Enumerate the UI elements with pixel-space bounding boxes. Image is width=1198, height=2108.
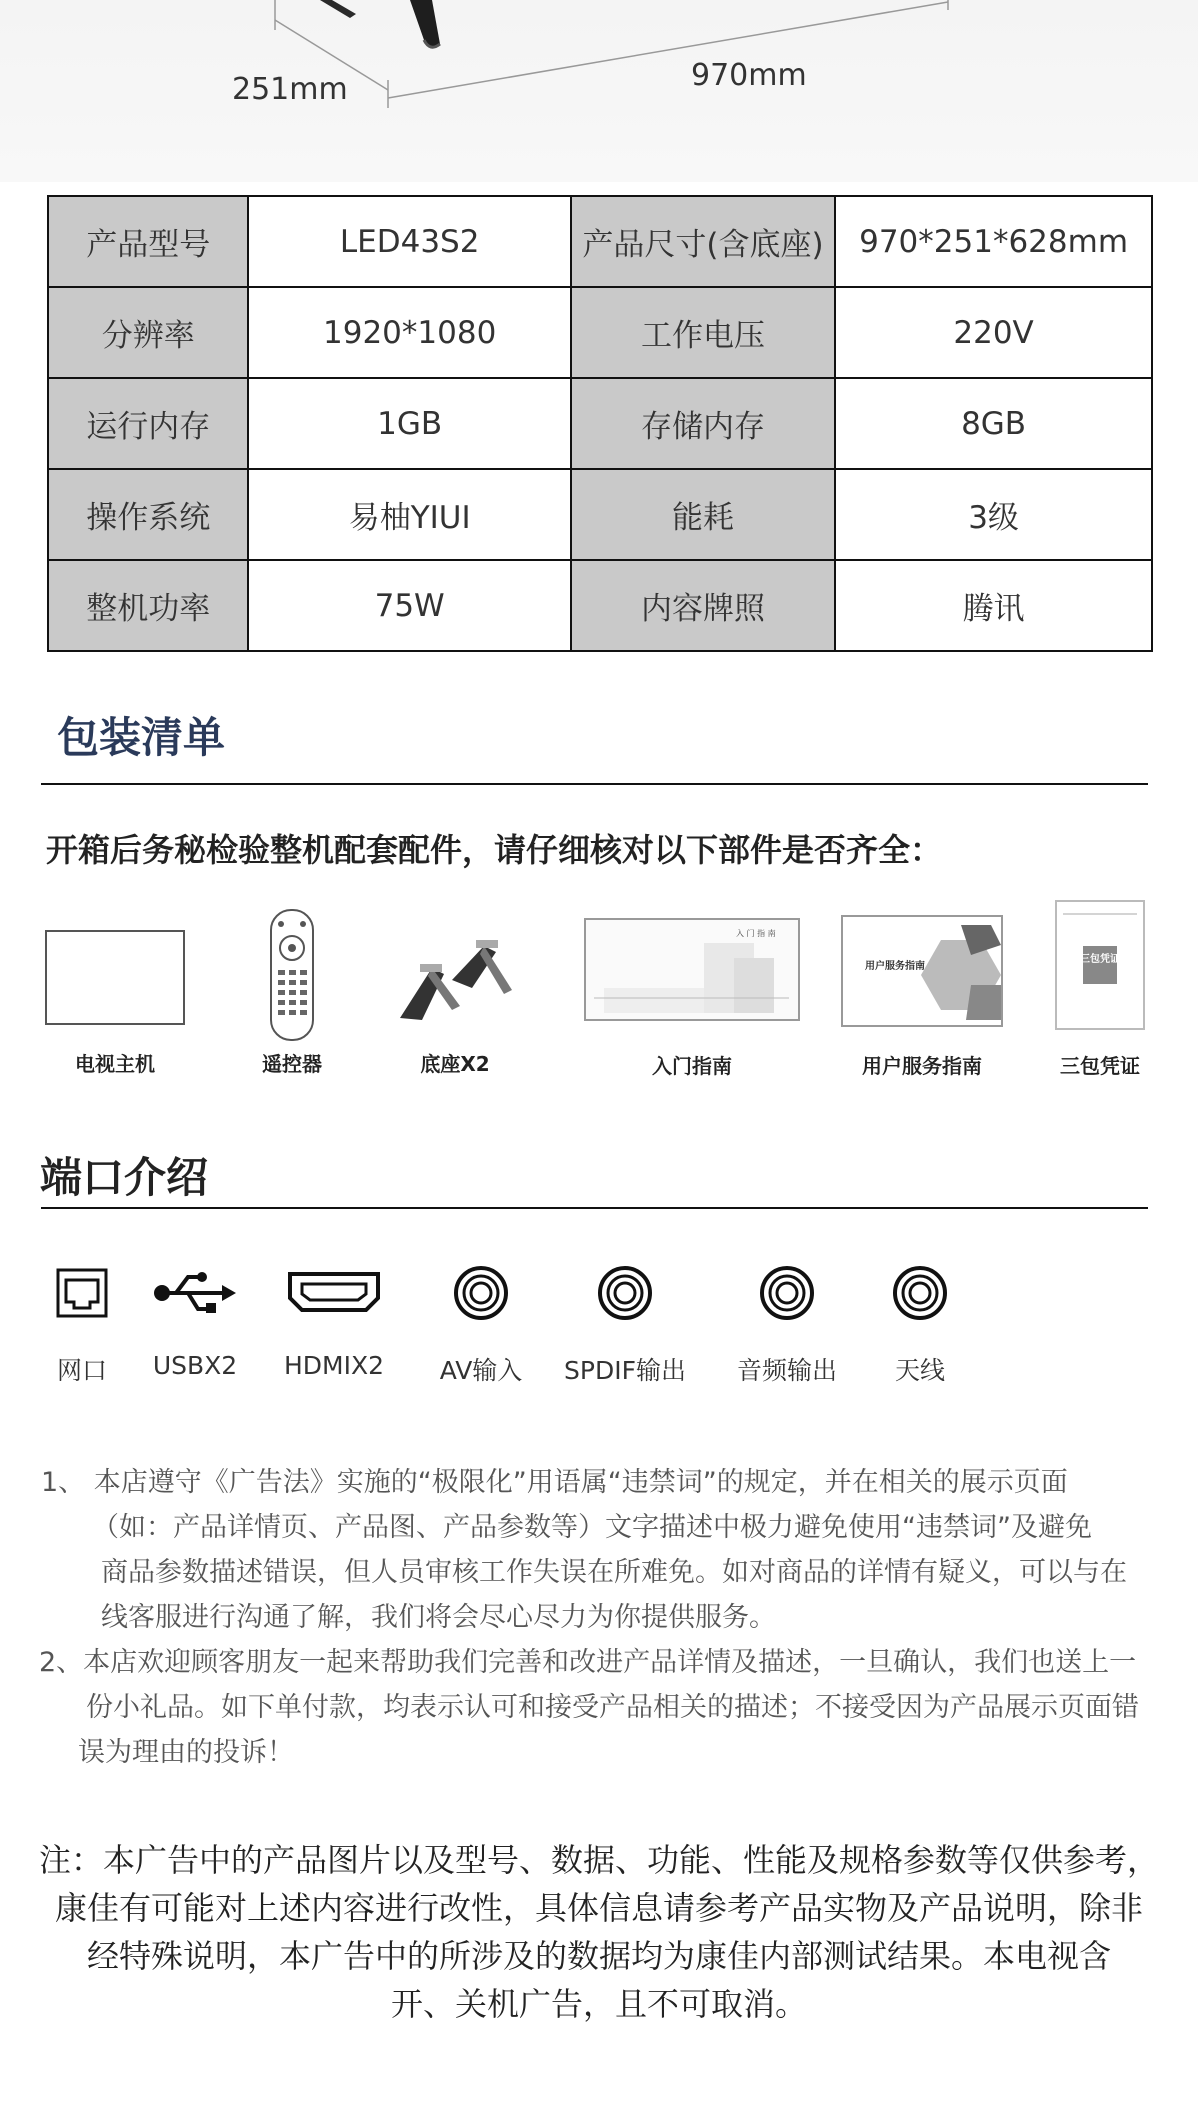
table-row bbox=[48, 560, 1152, 651]
spec-key: 运行内存 bbox=[48, 378, 248, 469]
spec-key: 产品尺寸(含底座) bbox=[571, 196, 835, 287]
spec-value: 75W bbox=[248, 560, 570, 651]
package-item-quick-guide: 入门指南 bbox=[652, 1054, 732, 1078]
note-line: 1、 本店遵守《广告法》实施的“极限化”用语属“违禁词”的规定，并在相关的展示页面 bbox=[41, 1467, 1068, 1498]
quick-guide-image bbox=[584, 918, 800, 1021]
table-row bbox=[48, 196, 1152, 287]
spec-key: 能耗 bbox=[571, 469, 835, 560]
port-label-hdmi: HDMIX2 bbox=[283, 1351, 385, 1380]
port-label-antenna: 天线 bbox=[894, 1356, 945, 1385]
spec-key: 整机功率 bbox=[48, 560, 248, 651]
note-line: 线客服进行沟通了解，我们将会尽心尽力为你提供服务。 bbox=[101, 1602, 776, 1633]
store-notes bbox=[0, 1460, 1198, 1775]
tv-unit-icon bbox=[45, 930, 185, 1025]
spec-value: LED43S2 bbox=[248, 196, 570, 287]
depth-dimension-label: 251mm bbox=[232, 72, 348, 107]
note-line: 商品参数描述错误，但人员审核工作失误在所难免。如对商品的详情有疑义，可以与在 bbox=[101, 1557, 1127, 1588]
package-divider bbox=[41, 783, 1148, 785]
ports-divider bbox=[41, 1207, 1148, 1209]
spec-value: 3级 bbox=[835, 469, 1152, 560]
disclaimer bbox=[0, 1836, 1198, 2028]
audio-output-icon bbox=[759, 1265, 815, 1321]
warranty-card-image bbox=[1055, 900, 1145, 1030]
package-section-title: 包装清单 bbox=[57, 713, 226, 762]
spec-key: 内容牌照 bbox=[571, 560, 835, 651]
spec-key: 存储内存 bbox=[571, 378, 835, 469]
width-dimension-label: 970mm bbox=[691, 58, 807, 93]
spec-value: 1GB bbox=[248, 378, 570, 469]
port-label-usb: USBX2 bbox=[152, 1351, 238, 1380]
disclaimer-line: 康佳有可能对上述内容进行改性，具体信息请参考产品实物及产品说明，除非 bbox=[54, 1889, 1143, 1927]
hdmi-port-icon bbox=[286, 1268, 382, 1316]
spec-value: 220V bbox=[835, 287, 1152, 378]
usb-port-icon bbox=[152, 1268, 238, 1318]
ethernet-port-icon bbox=[56, 1268, 108, 1318]
note-line: （如：产品详情页、产品图、产品参数等）文字描述中极力避免使用“违禁词”及避免 bbox=[92, 1512, 1092, 1543]
package-item-warranty: 三包凭证 bbox=[1060, 1054, 1140, 1078]
port-label-av: AV输入 bbox=[439, 1356, 523, 1385]
package-item-stand: 底座X2 bbox=[420, 1052, 490, 1076]
av-input-icon bbox=[453, 1265, 509, 1321]
port-label-spdif: SPDIF输出 bbox=[564, 1356, 686, 1385]
stand-icon bbox=[392, 940, 518, 1022]
package-item-remote: 遥控器 bbox=[262, 1052, 322, 1076]
quick-guide-header: 入 门 指 南 bbox=[736, 929, 776, 938]
disclaimer-line: 注：本广告中的产品图片以及型号、数据、功能、性能及规格参数等仅供参考， bbox=[38, 1841, 1159, 1879]
spdif-output-icon bbox=[597, 1265, 653, 1321]
package-item-tv: 电视主机 bbox=[75, 1052, 155, 1076]
note-line: 误为理由的投诉！ bbox=[78, 1737, 294, 1768]
spec-value: 1920*1080 bbox=[248, 287, 570, 378]
service-guide-header: 用户服务指南 bbox=[865, 961, 925, 972]
package-item-service-guide: 用户服务指南 bbox=[862, 1054, 982, 1078]
table-row bbox=[48, 287, 1152, 378]
antenna-icon bbox=[892, 1265, 948, 1321]
spec-value: 970*251*628mm bbox=[835, 196, 1152, 287]
table-row bbox=[48, 378, 1152, 469]
spec-value: 易柚YIUI bbox=[248, 469, 570, 560]
package-instruction: 开箱后务秘检验整机配套配件，请仔细核对以下部件是否齐全： bbox=[46, 831, 943, 869]
dimension-diagram bbox=[0, 0, 1198, 182]
note-line: 份小礼品。如下单付款，均表示认可和接受产品相关的描述；不接受因为产品展示页面错 bbox=[86, 1692, 1139, 1723]
spec-key: 工作电压 bbox=[571, 287, 835, 378]
spec-value: 8GB bbox=[835, 378, 1152, 469]
disclaimer-line: 开、关机广告，且不可取消。 bbox=[390, 1985, 807, 2023]
remote-control-icon bbox=[268, 908, 316, 1043]
table-row bbox=[48, 469, 1152, 560]
service-guide-image bbox=[841, 915, 1003, 1027]
note-line: 2、本店欢迎顾客朋友一起来帮助我们完善和改进产品详情及描述，一旦确认，我们也送上一 bbox=[39, 1647, 1137, 1678]
spec-key: 产品型号 bbox=[48, 196, 248, 287]
spec-key: 操作系统 bbox=[48, 469, 248, 560]
disclaimer-line: 经特殊说明，本广告中的所涉及的数据均为康佳内部测试结果。本电视含 bbox=[86, 1937, 1111, 1975]
spec-table bbox=[47, 195, 1153, 652]
spec-value: 腾讯 bbox=[835, 560, 1152, 651]
warranty-stamp: 三包凭证 bbox=[1080, 954, 1120, 965]
tv-dimension-drawing bbox=[0, 0, 1198, 182]
port-label-audio: 音频输出 bbox=[736, 1356, 837, 1385]
ports-section-title: 端口介绍 bbox=[40, 1153, 209, 1202]
port-label-ethernet: 网口 bbox=[56, 1356, 107, 1385]
spec-key: 分辨率 bbox=[48, 287, 248, 378]
